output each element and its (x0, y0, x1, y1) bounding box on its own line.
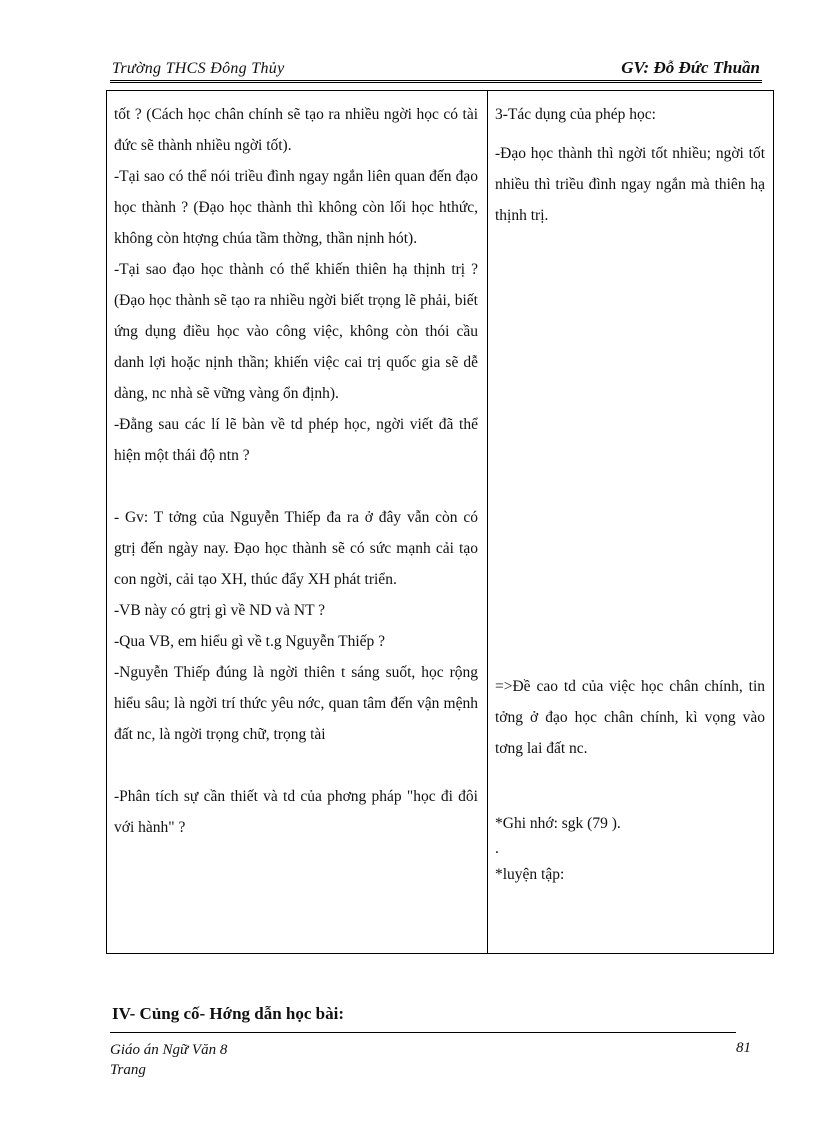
spacer (114, 750, 478, 781)
left-paragraph-2: -Tại sao có thể nói triều đình ngay ngắn liên quan đến đạo học thành ? (Đạo học thành thì không còn lối học hthức, không còn htợng chúa tầm thờng, thần nịnh hót). (114, 168, 478, 247)
school-name: Trường THCS Đông Thủy (112, 60, 285, 77)
teacher-name: GV: Đỗ Đức Thuần (621, 58, 760, 77)
page-header (112, 56, 760, 78)
section-title: IV- Củng cố- Hớng dẫn học bài: (112, 1004, 345, 1023)
right-dot: . (495, 840, 499, 857)
right-note: *Ghi nhớ: sgk (79 ). (495, 815, 621, 832)
right-heading: 3-Tác dụng của phép học: (495, 106, 656, 123)
right-conclusion: =>Đề cao td của việc học chân chính, tin tởng ở đạo học chân chính, kì vọng vào tơng lai đất nc. (495, 678, 765, 757)
column-divider (487, 91, 488, 953)
teacher-activity-column (114, 99, 478, 843)
footer-subject: Giáo án Ngữ Văn 8 (110, 1042, 228, 1058)
right-effect: -Đạo học thành thì ngời tốt nhiều; ngời tốt nhiều thì triều đình ngay ngắn mà thiên hạ thịnh trị. (495, 145, 765, 224)
content-column (495, 99, 765, 890)
left-paragraph-6: -VB này có gtrị gì về ND và NT ? (114, 602, 326, 619)
footer-left (110, 1040, 227, 1080)
spacer (114, 471, 478, 502)
left-paragraph-1: tốt ? (Cách học chân chính sẽ tạo ra nhiều ngời học có tài đức sẽ thành nhiều ngời tốt). (114, 106, 478, 154)
header-rule (110, 80, 762, 83)
left-paragraph-4: -Đằng sau các lí lẽ bàn về td phép học, ngời viết đã thể hiện một thái độ ntn ? (114, 416, 478, 464)
left-paragraph-3: -Tại sao đạo học thành có thể khiến thiên hạ thịnh trị ? (Đạo học thành sẽ tạo ra nhiều ngời biết trọng lẽ phải, biết ứng dụng điều học vào công việc, không còn thói cầu danh lợi hoặc nịnh thần; khiến việc cai trị quốc gia sẽ dễ dàng, nc nhà sẽ vững vàng ổn định). (114, 261, 478, 402)
lesson-table (106, 90, 774, 954)
left-paragraph-5: - Gv: T tởng của Nguyễn Thiếp đa ra ở đây vẫn còn có gtrị đến ngày nay. Đạo học thành sẽ có sức mạnh cải tạo con ngời, cải tạo XH, thúc đẩy XH phát triển. (114, 509, 478, 588)
left-paragraph-8: -Nguyễn Thiếp đúng là ngời thiên t sáng suốt, học rộng hiểu sâu; là ngời trí thức yêu nớc, quan tâm đến vận mệnh đất nc, là ngời trọng chữ, trọng tài (114, 664, 478, 743)
footer-rule (110, 1032, 736, 1033)
left-paragraph-9: -Phân tích sự cần thiết và td của phơng pháp "học đi đôi với hành" ? (114, 788, 478, 836)
right-practice: *luyện tập: (495, 866, 565, 883)
left-paragraph-7: -Qua VB, em hiểu gì về t.g Nguyễn Thiếp ? (114, 633, 386, 650)
page-number: 81 (736, 1040, 751, 1056)
footer-page-label: Trang (110, 1062, 146, 1078)
